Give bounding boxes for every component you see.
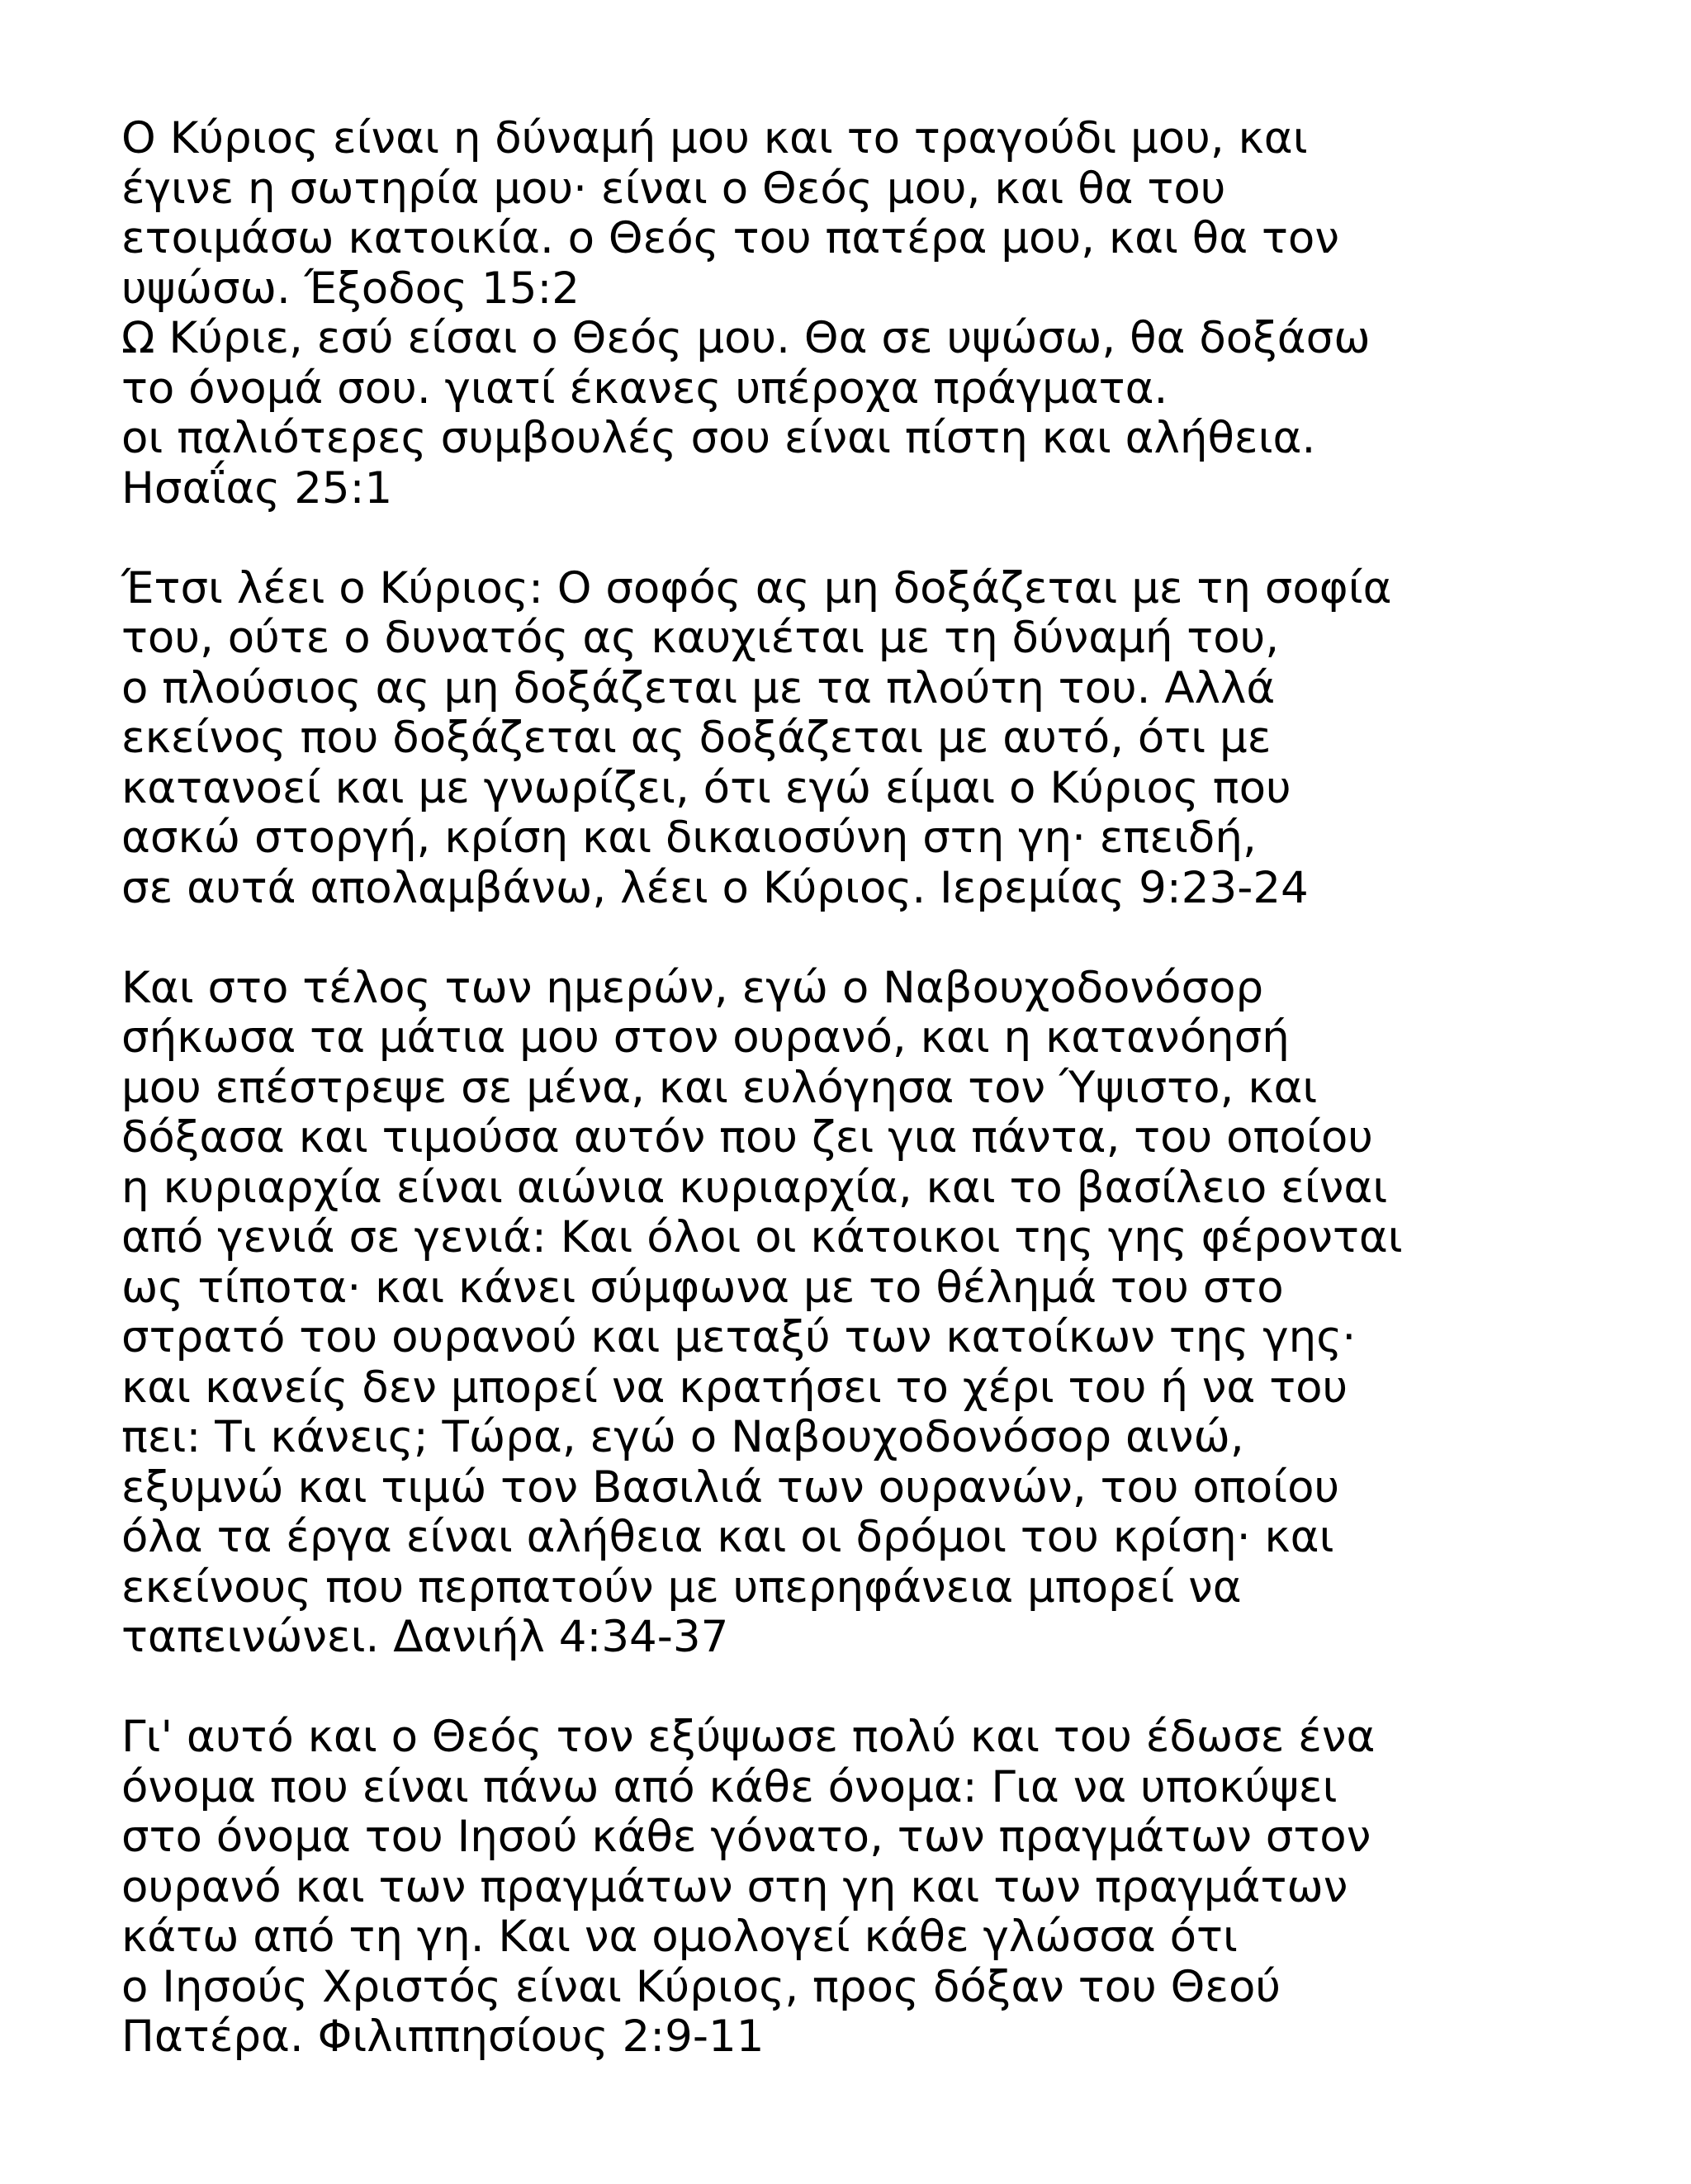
text-line: Και στο τέλος των ημερών, εγώ ο Ναβουχοδονόσορ <box>121 962 1264 1013</box>
text-line: σήκωσα τα μάτια μου στον ουρανό, και η κατανόησή <box>121 1012 1290 1063</box>
text-line: ως τίποτα· και κάνει σύμφωνα με το θέλημά του στο <box>121 1262 1284 1313</box>
paragraph-philippians <box>121 1713 1608 2063</box>
text-line: Γι' αυτό και ο Θεός τον εξύψωσε πολύ και του έδωσε ένα <box>121 1712 1376 1762</box>
text-line: Ησαΐας 25:1 <box>121 462 393 514</box>
text-line: Έτσι λέει ο Κύριος: Ο σοφός ας μη δοξάζεται με τη σοφία <box>121 562 1392 614</box>
text-line: Ω Κύριε, εσύ είσαι ο Θεός μου. Θα σε υψώσω, θα δοξάσω <box>121 313 1371 363</box>
text-line: οι παλιότερες συμβουλές σου είναι πίστη και αλήθεια. <box>121 413 1316 463</box>
text-line: ταπεινώνει. Δανιήλ 4:34-37 <box>121 1612 729 1662</box>
text-line: εξυμνώ και τιμώ τον Βασιλιά των ουρανών, του οποίου <box>121 1462 1340 1513</box>
paragraph-jeremiah <box>121 564 1608 914</box>
text-line: Ο Κύριος είναι η δύναμή μου και το τραγούδι μου, και <box>121 113 1308 163</box>
text-line: ασκώ στοργή, κρίση και δικαιοσύνη στη γη· επειδή, <box>121 812 1257 863</box>
scripture-text <box>121 114 1608 2063</box>
text-line: από γενιά σε γενιά: Και όλοι οι κάτοικοι της γης φέρονται <box>121 1212 1403 1263</box>
text-line: κατανοεί και με γνωρίζει, ότι εγώ είμαι ο Κύριος που <box>121 762 1291 813</box>
paragraph-spacer <box>121 1663 1608 1713</box>
text-line: ουρανό και των πραγμάτων στη γη και των πραγμάτων <box>121 1861 1348 1912</box>
text-line: σε αυτά απολαμβάνω, λέει ο Κύριος. Ιερεμίας 9:23-24 <box>121 862 1309 913</box>
text-line: εκείνος που δοξάζεται ας δοξάζεται με αυτό, ότι με <box>121 713 1272 763</box>
text-line: κάτω από τη γη. Και να ομολογεί κάθε γλώσσα ότι <box>121 1912 1238 1962</box>
text-line: στρατό του ουρανού και μεταξύ των κατοίκων της γης· <box>121 1312 1357 1362</box>
text-line: ο Ιησούς Χριστός είναι Κύριος, προς δόξαν του Θεού <box>121 1961 1281 2012</box>
text-line: η κυριαρχία είναι αιώνια κυριαρχία, και το βασίλειο είναι <box>121 1162 1388 1213</box>
paragraph-exodus-isaiah <box>121 114 1608 514</box>
text-line: ο πλούσιος ας μη δοξάζεται με τα πλούτη του. Αλλά <box>121 662 1276 713</box>
text-line: όνομα που είναι πάνω από κάθε όνομα: Για να υποκύψει <box>121 1761 1338 1812</box>
paragraph-spacer <box>121 514 1608 564</box>
text-line: του, ούτε ο δυνατός ας καυχιέται με τη δύναμή του, <box>121 613 1280 663</box>
text-line: Πατέρα. Φιλιππησίους 2:9-11 <box>121 2011 765 2062</box>
text-line: το όνομά σου. γιατί έκανες υπέροχα πράγματα. <box>121 362 1168 414</box>
text-line: και κανείς δεν μπορεί να κρατήσει το χέρι του ή να του <box>121 1362 1348 1413</box>
text-line: πει: Τι κάνεις; Τώρα, εγώ ο Ναβουχοδονόσορ αινώ, <box>121 1412 1244 1462</box>
text-line: εκείνους που περπατούν με υπερηφάνεια μπορεί να <box>121 1561 1242 1613</box>
paragraph-daniel <box>121 964 1608 1663</box>
paragraph-spacer <box>121 913 1608 964</box>
text-line: όλα τα έργα είναι αλήθεια και οι δρόμοι του κρίση· και <box>121 1512 1334 1562</box>
text-line: στο όνομα του Ιησού κάθε γόνατο, των πραγμάτων στον <box>121 1812 1371 1862</box>
text-line: μου επέστρεψε σε μένα, και ευλόγησα τον Ύψιστο, και <box>121 1062 1318 1113</box>
text-line: ετοιμάσω κατοικία. ο Θεός του πατέρα μου, και θα τον <box>121 213 1339 263</box>
text-line: υψώσω. Έξοδος 15:2 <box>121 263 580 314</box>
text-line: δόξασα και τιμούσα αυτόν που ζει για πάντα, του οποίου <box>121 1112 1373 1163</box>
text-line: έγινε η σωτηρία μου· είναι ο Θεός μου, και θα του <box>121 163 1226 214</box>
